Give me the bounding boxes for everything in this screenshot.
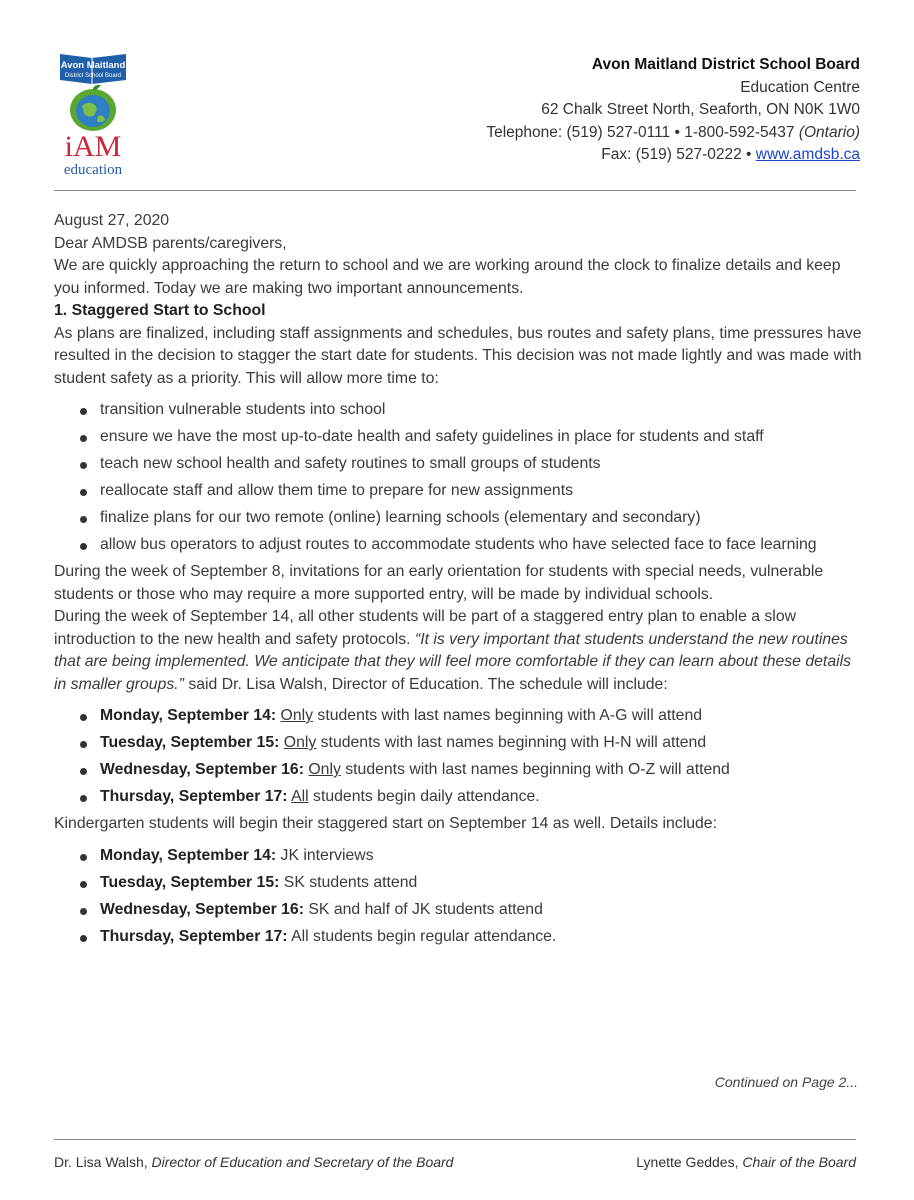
list-item: finalize plans for our two remote (online) learning schools (elementary and secondary) (74, 507, 864, 530)
kinder-detail: SK and half of JK students attend (303, 900, 543, 918)
list-item (74, 845, 864, 868)
footer-left-name: Dr. Lisa Walsh, (54, 1154, 148, 1170)
schedule-emph: Only (308, 761, 341, 778)
continued-note: Continued on Page 2... (714, 1074, 858, 1090)
schedule-detail: students with last names beginning with O-Z will attend (340, 761, 730, 778)
schedule-day: Tuesday, September 15: (100, 734, 280, 751)
list-item (74, 786, 864, 809)
letterhead-address (486, 54, 860, 167)
intro-paragraph: We are quickly approaching the return to school and we are working around the clock to finalize details and keep you informed. Today we are making two important announcements. (54, 257, 841, 297)
letter-date: August 27, 2020 (54, 212, 170, 229)
schedule-detail: students begin daily attendance. (308, 788, 540, 805)
week14-paragraph (54, 606, 864, 696)
kindergarten-intro: Kindergarten students will begin their staggered start on September 14 as well. Details include: (54, 815, 717, 832)
logo-name-line1: Avon Maitland (60, 60, 126, 71)
schedule-day: Thursday, September 17: (100, 788, 288, 805)
list-item: reallocate staff and allow them time to prepare for new assignments (74, 480, 864, 503)
letter-body (54, 210, 864, 953)
kinder-detail: All students begin regular attendance. (287, 927, 557, 945)
fax-number: Fax: (519) 527-0222 • (601, 146, 752, 163)
telephone-numbers: Telephone: (519) 527-0111 • 1-800-592-5437 (486, 123, 795, 141)
footer-right-title: Chair of the Board (742, 1154, 856, 1170)
schedule-day: Monday, September 14: (100, 707, 277, 724)
section1-heading: 1. Staggered Start to School (54, 302, 266, 319)
footer-divider (54, 1139, 856, 1140)
list-item: transition vulnerable students into school (74, 399, 864, 422)
footer-right-name: Lynette Geddes, (636, 1154, 739, 1170)
week8-paragraph: During the week of September 8, invitations for an early orientation for students with special needs, vulnerable students or those who may require a more supported entry, will be made by individual schools. (54, 563, 824, 603)
director-quote: “It is very important that students understand the new routines that are being implemented. We anticipate that they will feel more comfortable if they can learn about these details in smaller groups.” (54, 630, 852, 693)
list-item (74, 899, 864, 922)
kinder-detail: JK interviews (276, 846, 374, 864)
list-item (74, 872, 864, 895)
footer-left-title: Director of Education and Secretary of the Board (151, 1154, 454, 1170)
street-address: 62 Chalk Street North, Seaforth, ON N0K 1W0 (541, 101, 860, 118)
schedule-day: Wednesday, September 16: (100, 761, 304, 778)
salutation: Dear AMDSB parents/caregivers, (54, 234, 287, 252)
week14-lead: During the week of September 14, all other students will be part of a staggered entry plan to enable a slow introduction to the new health and safety protocols. (54, 608, 797, 648)
list-item: allow bus operators to adjust routes to accommodate students who have selected face to face learning (74, 534, 864, 557)
dept-name: Education Centre (740, 78, 860, 96)
logo-brand: iAM (64, 130, 122, 163)
header-divider (54, 190, 856, 191)
schedule-emph: Only (283, 734, 317, 751)
list-item (74, 759, 864, 782)
iam-education-logo-icon (52, 50, 134, 180)
org-name: Avon Maitland District School Board (591, 56, 860, 73)
board-logo (52, 50, 134, 180)
section1-paragraph: As plans are finalized, including staff assignments and schedules, bus routes and safety plans, time pressures have resulted in the decision to stagger the start date for students. This decision was not made lightly and was made with student safety as a priority. This will allow more time to: (54, 324, 862, 387)
schedule-detail: students with last names beginning with H-N will attend (316, 734, 707, 751)
fax-line (486, 144, 860, 167)
schedule-list (54, 705, 864, 809)
list-item (74, 732, 864, 755)
kinder-detail: SK students attend (279, 873, 418, 891)
footer-left (54, 1154, 453, 1170)
kinder-day: Tuesday, September 15: (100, 873, 280, 891)
logo-name-line2: District School Board (64, 73, 122, 79)
logo-brand-sub: education (63, 162, 123, 178)
telephone-line (486, 122, 860, 145)
schedule-detail: students with last names beginning with A-G will attend (313, 707, 703, 724)
list-item: teach new school health and safety routines to small groups of students (74, 453, 864, 476)
schedule-emph: Only (280, 707, 314, 724)
kinder-day: Wednesday, September 16: (100, 900, 304, 918)
kinder-day: Thursday, September 17: (100, 927, 288, 945)
list-item (74, 705, 864, 728)
kinder-day: Monday, September 14: (100, 846, 277, 864)
week14-tail: said Dr. Lisa Walsh, Director of Education. The schedule will include: (183, 675, 668, 693)
list-item: ensure we have the most up-to-date health and safety guidelines in place for students and staff (74, 426, 864, 449)
kindergarten-list (54, 845, 864, 949)
reasons-list (54, 399, 864, 557)
list-item (74, 926, 864, 949)
footer-right (636, 1154, 856, 1170)
schedule-emph: All (291, 788, 309, 805)
website-link[interactable]: www.amdsb.ca (755, 146, 860, 163)
telephone-note: (Ontario) (798, 123, 860, 141)
